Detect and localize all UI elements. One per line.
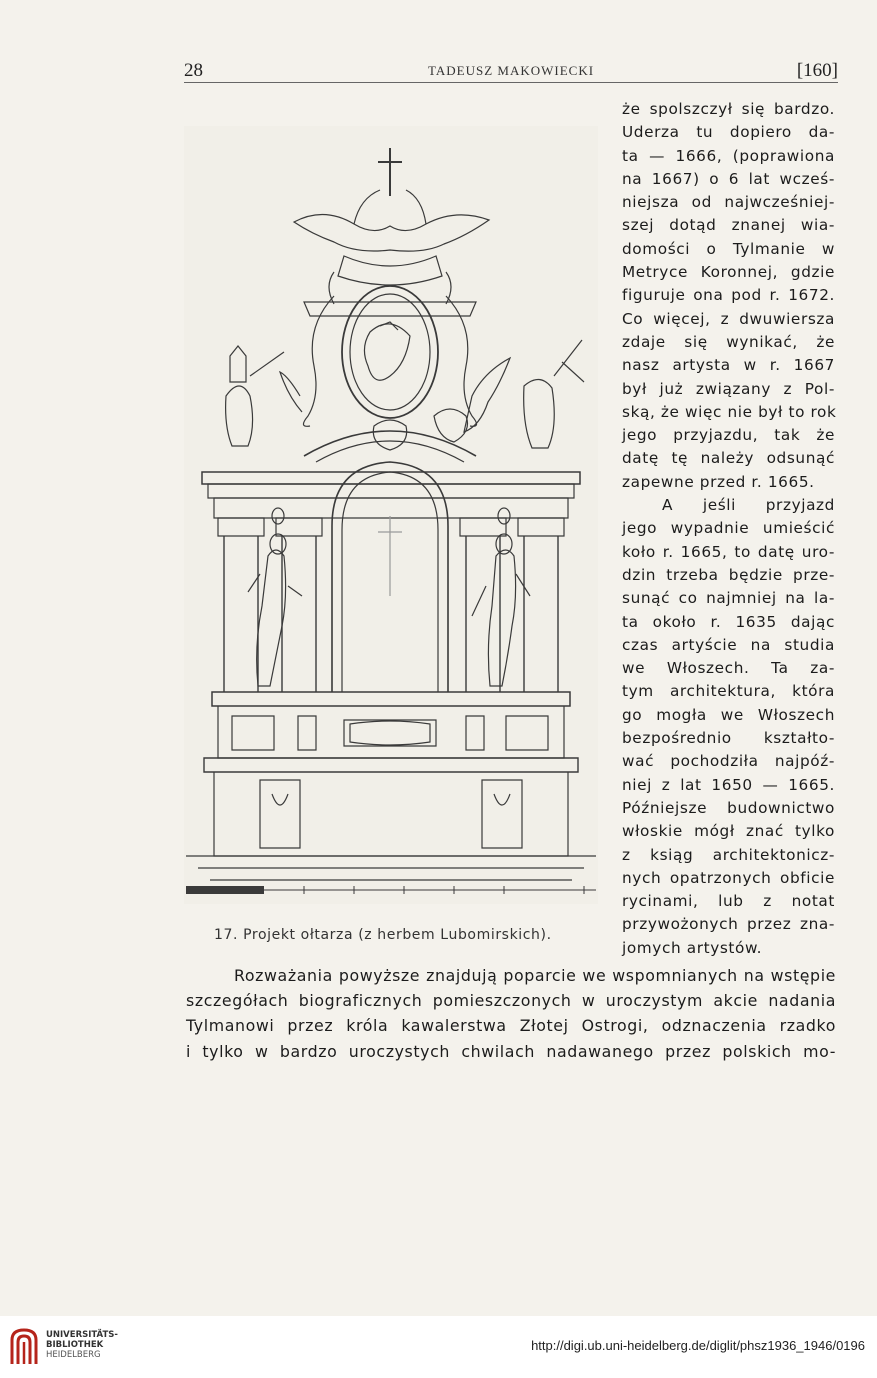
page-number: 28 xyxy=(184,60,203,81)
running-header xyxy=(184,60,838,83)
text-line: nych opatrzonych obficie xyxy=(622,868,835,887)
text-line: Metryce Koronnej, gdzie xyxy=(622,263,835,282)
text-line: datę tę należy odsunąć xyxy=(622,449,835,468)
text-line: rycinami, lub z notat xyxy=(622,892,835,911)
bottom-paragraph xyxy=(186,963,836,1064)
text-line: przywożonych przez zna- xyxy=(622,915,835,934)
text-line: szczegółach biograficznych pomieszczonych w uroczystym akcie nadania xyxy=(186,991,836,1011)
text-line: tym architektura, która xyxy=(622,682,835,701)
text-line: czas artyście na studia xyxy=(622,635,835,654)
library-name-line: HEIDELBERG xyxy=(46,1350,101,1360)
bracket-number: [160] xyxy=(796,60,838,81)
altar-drawing-figure xyxy=(184,126,598,904)
text-line: zapewne przed r. 1665. xyxy=(622,472,815,491)
footer-bar xyxy=(0,1316,877,1378)
text-line: wać pochodziła najpóź- xyxy=(622,752,835,771)
text-line: domości o Tylmanie w xyxy=(622,239,835,258)
text-line: sunąć co najmniej na la- xyxy=(622,589,835,608)
text-line: włoskie mógł znać tylko xyxy=(622,822,835,841)
text-line: A jeśli przyjazd xyxy=(662,496,835,515)
text-line: zdaje się wynikać, że xyxy=(622,332,835,351)
figure-caption: 17. Projekt ołtarza (z herbem Lubomirskich). xyxy=(214,927,552,943)
text-line: bezpośrednio kształto- xyxy=(622,729,835,748)
text-line: Co więcej, z dwuwiersza xyxy=(622,309,835,328)
altar-drawing xyxy=(184,126,598,904)
text-line: Rozważania powyższe znajdują poparcie we wspomnianych na wstępie xyxy=(234,966,836,985)
right-column-text xyxy=(622,98,835,960)
text-line: że spolszczył się bardzo. xyxy=(622,100,835,118)
library-name-line: UNIVERSITÄTS- xyxy=(46,1330,118,1340)
library-logo-icon xyxy=(8,1326,40,1366)
text-line: jego wypadnie umieścić xyxy=(622,519,835,538)
text-line: niej z lat 1650 — 1665. xyxy=(622,775,835,794)
text-line: Uderza tu dopiero da- xyxy=(622,123,835,142)
text-line: jomych artystów. xyxy=(622,938,763,957)
text-line: na 1667) o 6 lat wcześ- xyxy=(622,169,835,188)
text-line: dzin trzeba będzie prze- xyxy=(622,565,835,584)
text-line: koło r. 1665, to datę uro- xyxy=(622,542,835,561)
text-line: jego przyjazdu, tak że xyxy=(622,426,835,445)
text-line: szej dotąd znanej wia- xyxy=(622,216,835,235)
text-line: był już związany z Pol- xyxy=(622,379,835,398)
text-line: z ksiąg architektonicz- xyxy=(622,845,835,864)
library-name xyxy=(46,1330,118,1360)
text-line: ską, że więc nie był to rok xyxy=(622,402,837,421)
text-line: niejsza od najwcześniej- xyxy=(622,193,835,212)
text-line: ta około r. 1635 dając xyxy=(622,612,835,631)
running-title: TADEUSZ MAKOWIECKI xyxy=(427,63,595,78)
text-line: Tylmanowi przez króla kawalerstwa Złotej Ostrogi, odznaczenia rzadko xyxy=(186,1016,836,1036)
text-line: ta — 1666, (poprawiona xyxy=(622,146,835,165)
text-line: we Włoszech. Ta za- xyxy=(622,659,835,678)
text-line: go mogła we Włoszech xyxy=(622,705,835,724)
text-line: Późniejsze budownictwo xyxy=(622,798,835,817)
source-url-link[interactable]: http://digi.ub.uni-heidelberg.de/diglit/phsz1936_1946/0196 xyxy=(531,1338,865,1353)
text-line: nasz artysta w r. 1667 xyxy=(622,356,835,375)
text-line: figuruje ona pod r. 1672. xyxy=(622,286,835,305)
text-line: i tylko w bardzo uroczystych chwilach nadawanego przez polskich mo- xyxy=(186,1041,836,1061)
library-name-line: BIBLIOTHEK xyxy=(46,1340,104,1350)
